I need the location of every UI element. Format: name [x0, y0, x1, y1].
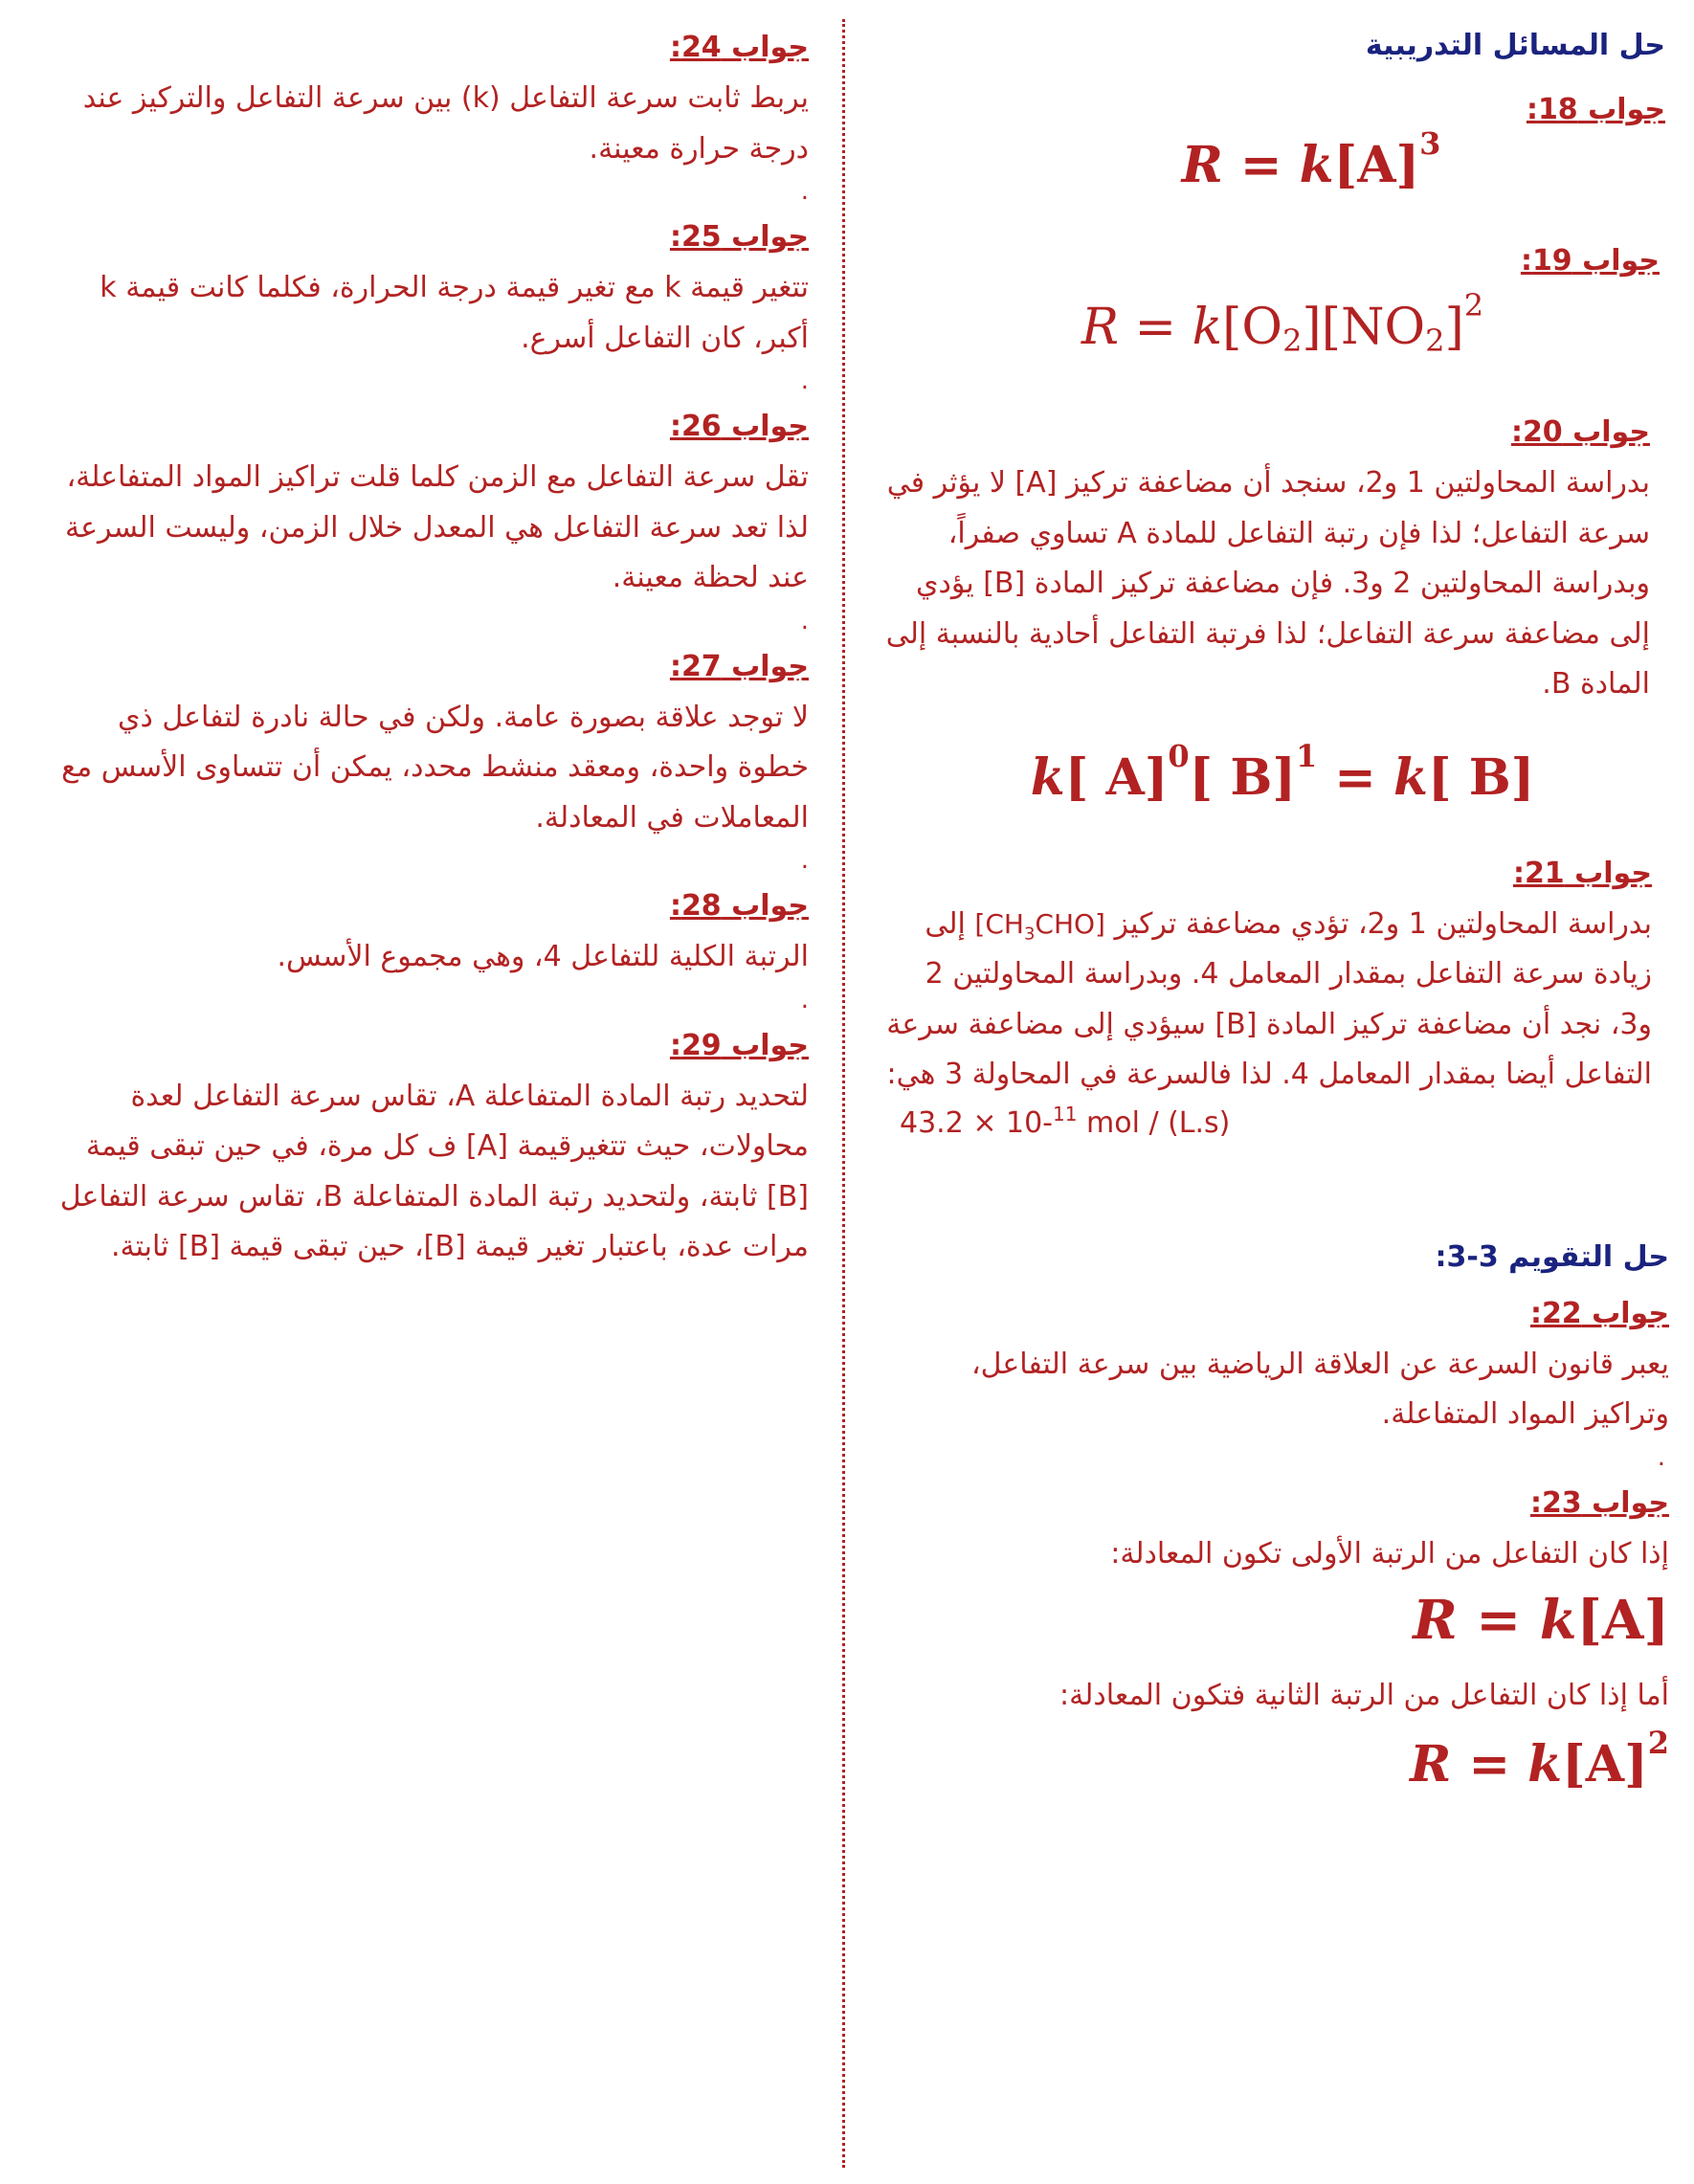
answer-28-text: الرتبة الكلية للتفاعل 4، وهي مجموع الأسس.: [277, 940, 809, 973]
eq23a-equals: =: [1457, 1589, 1540, 1652]
eq20-a-exp: 0: [1168, 737, 1190, 774]
eq18-k: k: [1299, 136, 1334, 194]
answer-24: [38, 29, 809, 209]
separator-dot: .: [800, 846, 809, 875]
eq18-exp: 3: [1419, 125, 1441, 163]
right-column: [880, 29, 1669, 1828]
equation-23-first-order: [880, 1589, 1669, 1652]
eq19-equals: =: [1118, 299, 1192, 356]
column-divider: [842, 19, 845, 2168]
eq20-b-exp: 1: [1295, 737, 1318, 774]
equation-23-second-order: [880, 1724, 1669, 1794]
separator-dot: .: [800, 985, 809, 1014]
eq19-no2-close: ]: [1444, 299, 1464, 356]
answer-24-heading: جواب 24:: [669, 31, 809, 64]
answer-22-text: يعبر قانون السرعة عن العلاقة الرياضية بين سرعة التفاعل، وتراكيز المواد المتفاعلة.: [970, 1347, 1669, 1431]
separator-dot: .: [800, 367, 809, 395]
eq19-o2-sub: 2: [1282, 323, 1303, 359]
eq23b-k: k: [1527, 1734, 1563, 1794]
answer-27-text: لا توجد علاقة بصورة عامة. ولكن في حالة نادرة لتفاعل ذي خطوة واحدة، ومعقد منشط محدد، يمكن أن تتساوى الأسس مع المعاملات في المعادلة.: [61, 700, 809, 835]
rate-value: [880, 1102, 1665, 1140]
answer-21-heading: جواب 21:: [1512, 856, 1652, 890]
answer-26-heading: جواب 26:: [669, 410, 809, 443]
separator-dot: .: [800, 177, 809, 206]
eq23a-r: R: [1413, 1589, 1458, 1652]
equation-19: [880, 287, 1665, 359]
answer-29: [38, 1027, 809, 1273]
answer-20-heading: جواب 20:: [1510, 415, 1650, 449]
formula-open: [CH: [974, 907, 1024, 940]
answer-24-text: يربط ثابت سرعة التفاعل (k) بين سرعة التفاعل والتركيز عند درجة حرارة معينة.: [82, 81, 809, 166]
rate-value-unit: mol / (L.s): [1077, 1105, 1231, 1140]
formula-close: CHO]: [1035, 907, 1105, 940]
eq19-r: R: [1081, 299, 1119, 356]
eq23b-conc: [A]: [1562, 1734, 1648, 1794]
section-title-training: حل المسائل التدريبية: [1365, 29, 1665, 62]
eq19-exp: 2: [1463, 287, 1484, 324]
eq23a-conc: [A]: [1576, 1589, 1669, 1652]
answer-29-heading: جواب 29:: [669, 1028, 809, 1062]
eq18-r: R: [1181, 136, 1223, 194]
eq19-o2-close: ]: [1302, 299, 1322, 356]
eq20-k: k: [1030, 747, 1065, 807]
answer-25: [38, 218, 809, 398]
eq23a-k: k: [1539, 1589, 1577, 1652]
eq20-equals: =: [1317, 747, 1393, 807]
answer-23-text-1: إذا كان التفاعل من الرتبة الأولى تكون المعادلة:: [1110, 1536, 1669, 1571]
rate-value-exp: 11: [1053, 1102, 1078, 1125]
eq23b-equals: =: [1451, 1734, 1528, 1794]
answer-27-heading: جواب 27:: [669, 649, 809, 683]
answer-28: [38, 887, 809, 1017]
answer-29-text: لتحديد رتبة المادة المتفاعلة A، تقاس سرعة التفاعل لعدة محاولات، حيث تتغيرقيمة [A] ف كل مرة، في حين تبقى قيمة [B] ثابتة، ولتحديد رتبة المادة المتفاعلة B، تقاس سرعة التفاعل مرات عدة، باعتبار تغير قيمة [B]، حين تبقى قيمة [B] ثابتة.: [59, 1079, 809, 1263]
separator-dot: .: [1657, 1442, 1665, 1472]
rate-value-base: 43.2 × 10-: [900, 1105, 1054, 1140]
eq19-k: k: [1192, 299, 1223, 356]
eq18-equals: =: [1222, 136, 1300, 194]
eq20-b2: [ B]: [1428, 747, 1535, 807]
answer-25-text: تتغير قيمة k مع تغير قيمة درجة الحرارة، فكلما كانت قيمة k أكبر، كان التفاعل أسرع.: [100, 271, 809, 355]
acetaldehyde-formula: [974, 907, 1105, 945]
answer-21-text-part2: إلى زيادة سرعة التفاعل بمقدار المعامل 4. وبدراسة المحاولتين 2 و3، نجد أن مضاعفة تركيز المادة [B] سيؤدي إلى مضاعفة سرعة التفاعل أيضا بمقدار المعامل 4. لذا فالسرعة في المحاولة 3 هي:: [886, 906, 1652, 1091]
answer-19-heading: جواب 19:: [1520, 244, 1660, 278]
eq23b-exp: 2: [1647, 1724, 1669, 1761]
answer-25-heading: جواب 25:: [669, 220, 809, 254]
eq20-a: [ A]: [1064, 747, 1169, 807]
answer-27: [38, 648, 809, 879]
answer-28-heading: جواب 28:: [669, 889, 809, 923]
eq19-no2-sub: 2: [1425, 323, 1445, 359]
answer-20-text: بدراسة المحاولتين 1 و2، سنجد أن مضاعفة تركيز [A] لا يؤثر في سرعة التفاعل؛ لذا فإن رتبة التفاعل للمادة A تساوي صفراً، وبدراسة المحاولتين 2 و3. فإن مضاعفة تركيز المادة [B] يؤدي إلى مضاعفة سرعة التفاعل؛ لذا فرتبة التفاعل أحادية بالنسبة إلى المادة B.: [885, 466, 1650, 701]
section-title-evaluation: حل التقويم 3-3:: [1435, 1239, 1669, 1274]
eq18-conc: [A]: [1333, 136, 1420, 194]
equation-18: [880, 125, 1665, 194]
eq23b-r: R: [1410, 1734, 1452, 1794]
formula-sub: 3: [1023, 924, 1036, 945]
left-column: [38, 29, 809, 1282]
answer-21-text-part1: بدراسة المحاولتين 1 و2، تؤدي مضاعفة تركيز: [1114, 906, 1652, 941]
answer-23-text-2: أما إذا كان التفاعل من الرتبة الثانية فتكون المعادلة:: [1059, 1679, 1669, 1712]
separator-dot: .: [800, 606, 809, 635]
eq20-b: [ B]: [1189, 747, 1296, 807]
eq19-o2: [O: [1222, 299, 1283, 356]
eq20-k2: k: [1393, 747, 1429, 807]
answer-18-heading: جواب 18:: [1526, 93, 1665, 126]
answer-23-heading: جواب 23:: [1529, 1485, 1669, 1520]
equation-20: [880, 737, 1665, 807]
answer-26: [38, 408, 809, 638]
answer-22-heading: جواب 22:: [1529, 1296, 1669, 1330]
answer-26-text: تقل سرعة التفاعل مع الزمن كلما قلت تراكيز المواد المتفاعلة، لذا تعد سرعة التفاعل هي المعدل خلال الزمن، وليست السرعة عند لحظة معينة.: [65, 460, 809, 594]
answer-21-text: [880, 900, 1652, 1101]
eq19-no2: [NO: [1321, 299, 1426, 356]
